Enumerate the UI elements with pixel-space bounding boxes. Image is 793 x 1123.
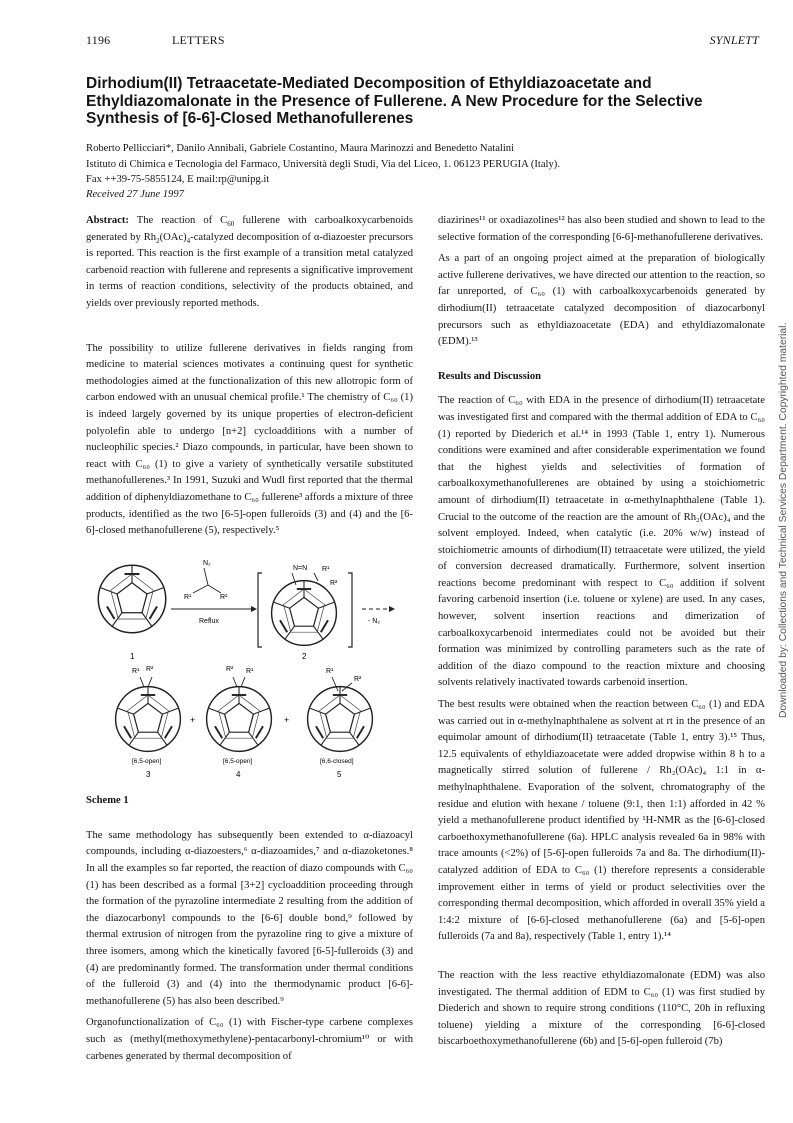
journal-name: SYNLETT	[709, 33, 759, 47]
svg-text:R²: R²	[226, 665, 234, 673]
article-title: Dirhodium(II) Tetraacetate-Mediated Decomposition of Ethyldiazoacetate and Ethyldiazomalonate in the Presence of Fullerene. A New Procedure for the Selective Synthesis of [6-6]-Closed Methanofullerenes	[86, 75, 703, 127]
download-notice: Downloaded by: Collections and Technical Services Department. Copyrighted material.	[778, 322, 789, 718]
nn-label: N=N	[293, 564, 308, 572]
compound-3-label: 3	[146, 769, 151, 779]
n2-loss-label: - N₂	[368, 617, 381, 625]
section-label: LETTERS	[172, 33, 225, 47]
section-heading-results: Results and Discussion	[438, 370, 542, 382]
right-column	[438, 213, 765, 1056]
diazo-n2-label: N₂	[203, 559, 211, 567]
page-number: 1196	[86, 33, 111, 47]
abstract-label: Abstract:	[86, 215, 129, 226]
svg-text:R²: R²	[354, 675, 362, 683]
right-paragraph-1: diazirines¹¹ or oxadiazolines¹² has also been studied and shown to lead to the selective formation of the corresponding [6-6]-methanofullerene derivatives.	[438, 215, 765, 243]
svg-text:R¹: R¹	[132, 667, 140, 675]
intro-paragraph-3: Organofunctionalization of C₆₀ (1) with Fischer-type carbene complexes such as (methyl(methoxymethylene)-pentacarbonyl-chromium¹⁰ or with carbenes generated by thermal decomposition of	[86, 1017, 413, 1062]
results-paragraph-1: The reaction of C₆₀ with EDA in the presence of dirhodium(II) tetraacetate was investigated first and compared with the thermal addition of EDA to C₆₀ (1) reported by Diederich et al.¹⁴ in 1993 (Table 1, entry 1). Numerous conditions were examined and after considerable experimentation we found that the highest yields and selectivities of formation of carboalkoxymethanofullerenes are obtained by using a stoichiometric amount of dirhodium(II) tetraacetate in α-methylnaphthalene (Table 1). Crucial to the outcome of the reaction are the amount of Rh₂(OAc)₄ and the solvent employed. Indeed, when catalytic (i.e. 20% w/w) instead of stoichiometric amounts of dirhodium(II) tetraacetate were utilized, the yield of conversion decreased dramatically. Furthermore, solvent insertion reactions become predominant with respect to C₆₀ addition if solvent favoring carbenoid insertion (i.e. toluene or xylene) are used. In any cases, however, solvent insertion reactions and dimerization of carboalkoxycarbenoid intermediates could not be avoided but their formation was minimized by controlling parameters such as the rate of addition of the diazo compound to the reaction mixture and choosing solvents relatively inactivated towards carbenoid insertion.	[438, 395, 765, 689]
compound-1-label: 1	[130, 651, 135, 661]
svg-text:R¹: R¹	[246, 667, 254, 675]
label-3: [6,5-open]	[132, 757, 162, 765]
r2-label-2: R²	[330, 579, 338, 587]
compound-2-label: 2	[302, 651, 307, 661]
reflux-label: Reflux	[199, 617, 219, 625]
scheme-1-figure	[86, 551, 413, 781]
right-paragraph-2: As a part of an ongoing project aimed at the preparation of biologically active fullerene derivatives, we have directed our attention to the reaction, so far unreported, of C₆₀ (1) with carboalkoxycarbenoids generated by dirhodium(II) tetraacetate catalyzed decomposition of diazocarbonyl precursors such as ethyldiazoacetate (EDA) and ethyldiazomalonate (EDM).¹³	[438, 253, 765, 348]
intro-paragraph-1: The possibility to utilize fullerene derivatives in fields ranging from medicine to material sciences motivates a continuing quest for synthetic methodologies aimed at the functionalization of this new allotropic form of carbon endowed with an unusual chemical profile.¹ The chemistry of C₆₀ (1) is indeed largely governed by its unique properties of electron-deficient polyolefin able to undergo [n+2] cycloadditions with a number of nucleophilic species.² Diazo compounds, in particular, have been shown to react with C₆₀ (1) to give a variety of synthetically versatile substituted methanofullerenes.³ In 1991, Suzuki and Wudl first reported that the thermal addition of diphenyldiazomethane to C₆₀ fullerene³ affords a mixture of three products, identified as the two [6-5]-open fulleroids (3) and (4) and the [6-6]-closed methanofullerene (5), respectively.⁵	[86, 342, 413, 537]
authors: Roberto Pellicciari*, Danilo Annibali, Gabriele Costantino, Maura Marinozzi and Benedetto Natalini	[86, 143, 515, 154]
compound-4-label: 4	[236, 769, 241, 779]
svg-text:+: +	[284, 714, 290, 725]
svg-text:R²: R²	[146, 665, 154, 673]
fulleroid-3-structure	[116, 686, 181, 751]
r2-label: R²	[220, 593, 228, 601]
intro-paragraph-2: The same methodology has subsequently been extended to α-diazoacyl compounds, including α-diazoesters,⁶ α-diazoamides,⁷ and α-diazoketones.⁸ In all the examples so far reported, the reaction of diazo compounds with C₆₀ (1) has been described as a formal [3+2] cycloaddition proceeding through the formation of the pyrazoline intermediate 2 resulting from the addition of the diazocarbonyl compounds to the [6-6] double bond,⁹ followed by thermal extrusion of nitrogen from the pyrazoline ring to give a mixture of three isomers, among which the kinetically favored [6-5]-fulleroids (3) and (4) are predominantly formed. The transformation under thermal conditions of the fulleroid (3) and (4) into the thermodynamic product [6-6]-methanofullerene (5) has also been described.⁹	[86, 829, 413, 1007]
label-5: [6,6-closed]	[320, 757, 354, 765]
scheme-caption: Scheme 1	[86, 795, 129, 807]
methanofullerene-5-structure	[308, 686, 373, 751]
label-4: [6,5-open]	[223, 757, 253, 765]
abstract: Abstract: The reaction of $C_{60}$ fullerene with carboalkoxycarbenoids generated by $Rh_2(OAc)_4$-catalyzed decomposition of α-diazoester precursors is reported. This reaction is the first example of a transition metal catalyzed carbenoid reaction with fullerene and represents a significative improvement in terms of reaction conditions, selectivity of the products obtained, and yields over previously reported methods.	[86, 215, 413, 309]
svg-text:R¹: R¹	[326, 667, 334, 675]
pyrazoline-2-structure	[272, 580, 337, 645]
left-column	[86, 213, 413, 1070]
fulleroid-4-structure	[207, 686, 272, 751]
r1-label: R¹	[184, 593, 192, 601]
affiliation: Istituto di Chimica e Tecnologia del Farmaco, Università degli Studi, Via del Liceo, 1. 06123 PERUGIA (Italy).	[86, 159, 560, 170]
contact-info: Fax ++39-75-5855124, E mail:rp@unipg.it	[86, 174, 270, 185]
r1-label-2: R¹	[322, 565, 330, 573]
received-date: Received 27 June 1997	[86, 189, 184, 200]
results-paragraph-2: The best results were obtained when the reaction between C₆₀ (1) and EDA was carried out in α-methylnaphthalene as solvent at rt in the presence of an equimolar amount of dirhodium(II) tetraacetate (Table 1, entry 3).¹⁵ Thus, 12.5 equivalents of ethyldiazoacetate were added dropwise within 8 h to a magnetically stirred solution of fullerene / Rh₂(OAc)₄ 1:1 in α-methylnaphthalene. Evaporation of the solvent, chromatography of the residue and elution with hexane / toluene (9:1, then 1:1) afforded in 42 % yield a methanofullerene product identified by ¹H-NMR as the [6-6]-closed carboethoxymethanofullerene (6a). HPLC analysis revealed 6a in 98% with trace amounts (<2%) of [5-6]-open fulleroids 7a and 8a. The dirhodium(II)-catalyzed addition of EDA to C₆₀ (1) therefore represents a considerable improvement either in terms of yield or product selectivities over the corresponding thermal decomposition, which afforded in overall 35% yield a 1:4:2 mixture of [6-6]-closed methanofullerene (6a) and [5-6]-open fulleroids (7a and 8a), respectively (Table 1, entry 1).¹⁴	[438, 699, 765, 943]
fullerene-1-structure	[98, 565, 166, 633]
results-paragraph-3: The reaction with the less reactive ethyldiazomalonate (EDM) was also investigated. The thermal addition of EDM to C₆₀ (1) was first studied by Diederich and shown to require strong conditions (110°C, 20h in refluxing toluene) yielding a mixture of the corresponding [6-6]-closed biscarboethoxymethanofullerene (6b) and [5-6]-open fulleroid (7b)	[438, 969, 765, 1048]
svg-text:+: +	[190, 714, 196, 725]
compound-5-label: 5	[337, 769, 342, 779]
